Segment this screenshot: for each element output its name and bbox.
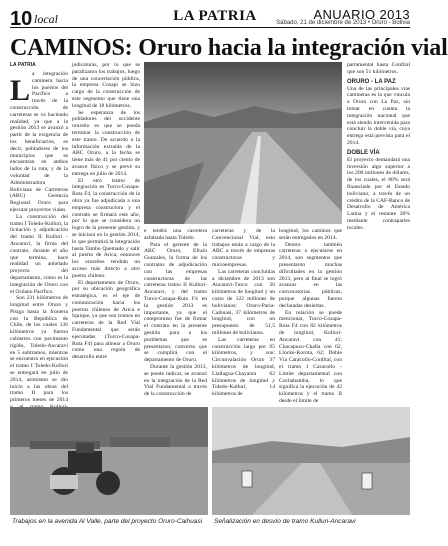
drop-cap: L [10, 74, 31, 107]
paragraph: carreteras y de la Convencional Vial, esto trabajos están a cargo de la ABC a través de empresas constructoras y microempresas. [212, 228, 275, 268]
photo-tag: Ancaravi-Turco [370, 266, 400, 280]
paragraph: La construcción del tramo I Toledo-Kulluri, la licitación y adjudicación del tramo II Kulluri - Ancaravi, la firma del contrato, durante el año que termina, hace realidad un anhelado proyecto del departamento, como es la integración de Oruro con el Océano Pacífico. [10, 213, 68, 295]
byline: LA PATRIA [10, 62, 36, 68]
road-photo-image [144, 62, 342, 224]
paragraph: Para el gerente de la ABC Oruro, Efraín Gonzales, la forma de los contratos de adjudicación con las empresas constructoras de las carreteras tramo II Kulluri-Ancaravi, y del tramo Turco-Cosapa-Ruta F4 en la gestión 2013 es importante, ya que el compromiso fue de firmar el contrato en la presente gestión para a los problemas que se presentaron, converso que se cumplirá con el departamento de Oruro. [144, 241, 207, 364]
article-column-3 [144, 228, 207, 402]
signage-photo [212, 407, 410, 515]
headline: CAMINOS: Oruro hacia la integración vial [10, 35, 448, 61]
article-column-6 [347, 62, 410, 402]
paragraph: partamental hasta Confital que son 51 kilómetros. [347, 62, 410, 75]
paragraph: Dentro también carreteras a ejecutarse en 2014, son segmentos que presentaron muchas dificultades en la gestión 2013, pero al final se logró avanzar en las convocatorias públicas, porque algunas fueron declaradas desiertas. [279, 241, 342, 309]
paragraph: longitud, los caminos que serán entregados en 2014. [279, 228, 342, 241]
photo-caption-left: Trabajos en la avenida Al Valle, parte del proyecto Oruro-Caihuasi [12, 518, 203, 525]
paragraph: El otro tramo de integración es Turco-Cosapa-Ruta F4, la construcción de la obra ya fue adjudicada a una empresa constructora y el contrato se firmará este año, por lo que se considera un logro de la presente gestión, y se iniciará en la gestión 2014, lo que permitirá la integración hasta Tambo Quemado y salir al puerto de Arica, entonces los orureños tendrán un acceso más directo a otro puerto chileno. [72, 177, 140, 279]
paragraph: Las carreteras concluidas a diciembre de 2013 son Ancaravi-Turco con 36 kilómetros de longitud y un costo de 122 millones de bolivianos; Oruro-Paria-Caihuasi, 37 kilómetros de longitud, con un presupuesto de 51,5 millones de bolivianos. [212, 268, 275, 336]
dateline: Sábado, 21 de diciembre de 2013 • Oruro - Bolivia [276, 20, 410, 26]
subhead: ORURO - LA PAZ [347, 78, 396, 85]
section-name: local [34, 12, 58, 26]
paragraph: judicaturas, por lo que se paralizaron los trabajos, luego de una concertación pública, la empresa Cosapi se hizo cargo de la construcción de este segmento que tiene una longitud de 18 kilómetros. [72, 62, 140, 109]
roller-photo [10, 407, 208, 515]
paragraph: Son 231 kilómetros de longitud entre Oruro y Pisiga hasta la frontera con la República de Chile, de los cuales 136 kilómetros ya fueron cubiertos con pavimento rígido, Toledo-Ancaravi en 5 subtramos, mientras se encuentra en ejecución el tramo I Toledo-Kulluri se entregará en julio de 2014, asimismo se dio inicio a las obras del tramo II para los primeros meses de 2014 [10, 295, 68, 404]
page-number: 10 [10, 8, 33, 30]
photo-caption-right: Señalización en desvío de tramo Kulluri-Ancaravi [214, 518, 356, 525]
subhead: DOBLE VÍA [347, 149, 380, 156]
paragraph: El proyecto demandará una inversión algo superior a los 200 millones de dólares, de los cuales, el 80% será financiado por el Estado boliviano, a través de un crédito de la CAF-Banco de Desarrollo de América Latina y el restante 20% mediante contrapartes locales. [347, 156, 410, 231]
paragraph: a integración caminera hacia los puertos del Pacífico a través de la construcción de carreteras se va haciendo realidad, ya que a la gestión 2013 se avanzó a partir de la exigencia de los beneficiarios, es decir, pobladores de los municipios que se encuentran en ambos lados de la ruta, y de la voluntad de la Administradora Boliviana de Carreteras (ABC) Gerencia Regional Oruro para ejecutar proyectos viales. [10, 71, 68, 213]
paragraph: Una de las principales vías camineras es la que vincula a Oruro con La Paz, sin tomar en cuenta la integración nacional que está siendo intervenida para concluir la doble vía, cuya entrega está prevista para el 2014. [347, 85, 410, 146]
roller-photo-image [10, 407, 208, 515]
article-column-5 [279, 228, 342, 402]
edition-title: ANUARIO 2013 [313, 7, 410, 22]
paragraph: Se esperanza de los pobladores del occidente orureño es que se pueda terminar la construcción de este tramo. De acuerdo a la información extraída de la ABC Oruro, a la fecha se tiene más de 41 por ciento de avance físico y se prevé su entrega en julio de 2014. [72, 109, 140, 177]
paragraph: Durante la gestión 2013, se puede indicar, se avanzó en la integración de la Red Vial Fundamental a través de la construcción de [144, 363, 207, 398]
paragraph: El departamento de Oruro, por su ubicación geográfica estratégica, es el eje de comunicación hacia los puertos chilenos de Arica e Iquique, ya que son tramos en carreteras de la Red Vial Fundamental que serán ejecutadas (Turco-Cosapa-Ruta F4) para alinear a Oruro como una región de desarrollo entre [72, 279, 140, 361]
paragraph: Las carreteras en construcción largo por 95 kilómetros, y son: Circunvalación Oruro 37 kilómetros de longitud, Llallagua-Chayanta 62 kilómetros de longitud y Toledo-Kulluri, 14 kilómetros de [212, 336, 275, 398]
header-rule [10, 27, 410, 28]
paragraph: En relación se puede mencionar, Turco-Cosapa-Ruta F4 con 82 kilómetros de longitud, Kulluri-Ancaravi con 41; Chacapuco-Challa con 62, Llocke-Korota, 62; Doble Vía Caracollo-Confital, con el tramo I Caracollo - Limite departamental con Cochabamba, lo que significa la ejecución de 42 kilómetros y el tramo II desde el límite de [279, 309, 342, 404]
paragraph: e tendrá una carretera asfaltada hasta Toledo. [144, 228, 207, 241]
article-column-4 [212, 228, 275, 402]
masthead: LA PATRIA [173, 8, 257, 24]
signage-photo-image [212, 407, 410, 515]
